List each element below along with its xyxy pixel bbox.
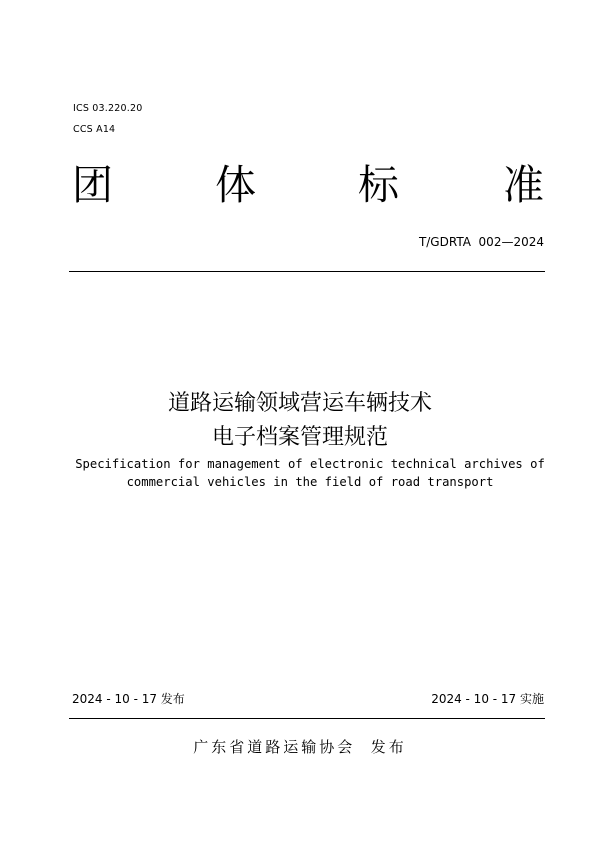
doc-type-char-3: 标 bbox=[358, 161, 399, 209]
title-en-line-2: commercial vehicles in the field of road transport bbox=[126, 475, 494, 489]
publisher: 广东省道路运输协会 发布 bbox=[193, 738, 407, 756]
doc-type-char-1: 团 bbox=[72, 161, 113, 209]
title-cn-line-2: 电子档案管理规范 bbox=[211, 425, 388, 450]
ics-code: ICS 03.220.20 bbox=[73, 103, 143, 114]
doc-type-char-4: 准 bbox=[503, 161, 544, 209]
top-divider bbox=[69, 271, 545, 272]
bottom-divider bbox=[69, 718, 545, 719]
publish-date: 2024 - 10 - 17 发布 bbox=[72, 692, 185, 706]
title-cn-line-1: 道路运输领域营运车辆技术 bbox=[167, 391, 432, 416]
title-en-line-1: Specification for management of electronic technical archives of bbox=[75, 457, 545, 471]
standard-number: T/GDRTA 002—2024 bbox=[418, 235, 544, 249]
implement-date: 2024 - 10 - 17 实施 bbox=[431, 692, 544, 706]
ccs-code: CCS A14 bbox=[73, 124, 116, 135]
doc-type-char-2: 体 bbox=[215, 161, 256, 209]
